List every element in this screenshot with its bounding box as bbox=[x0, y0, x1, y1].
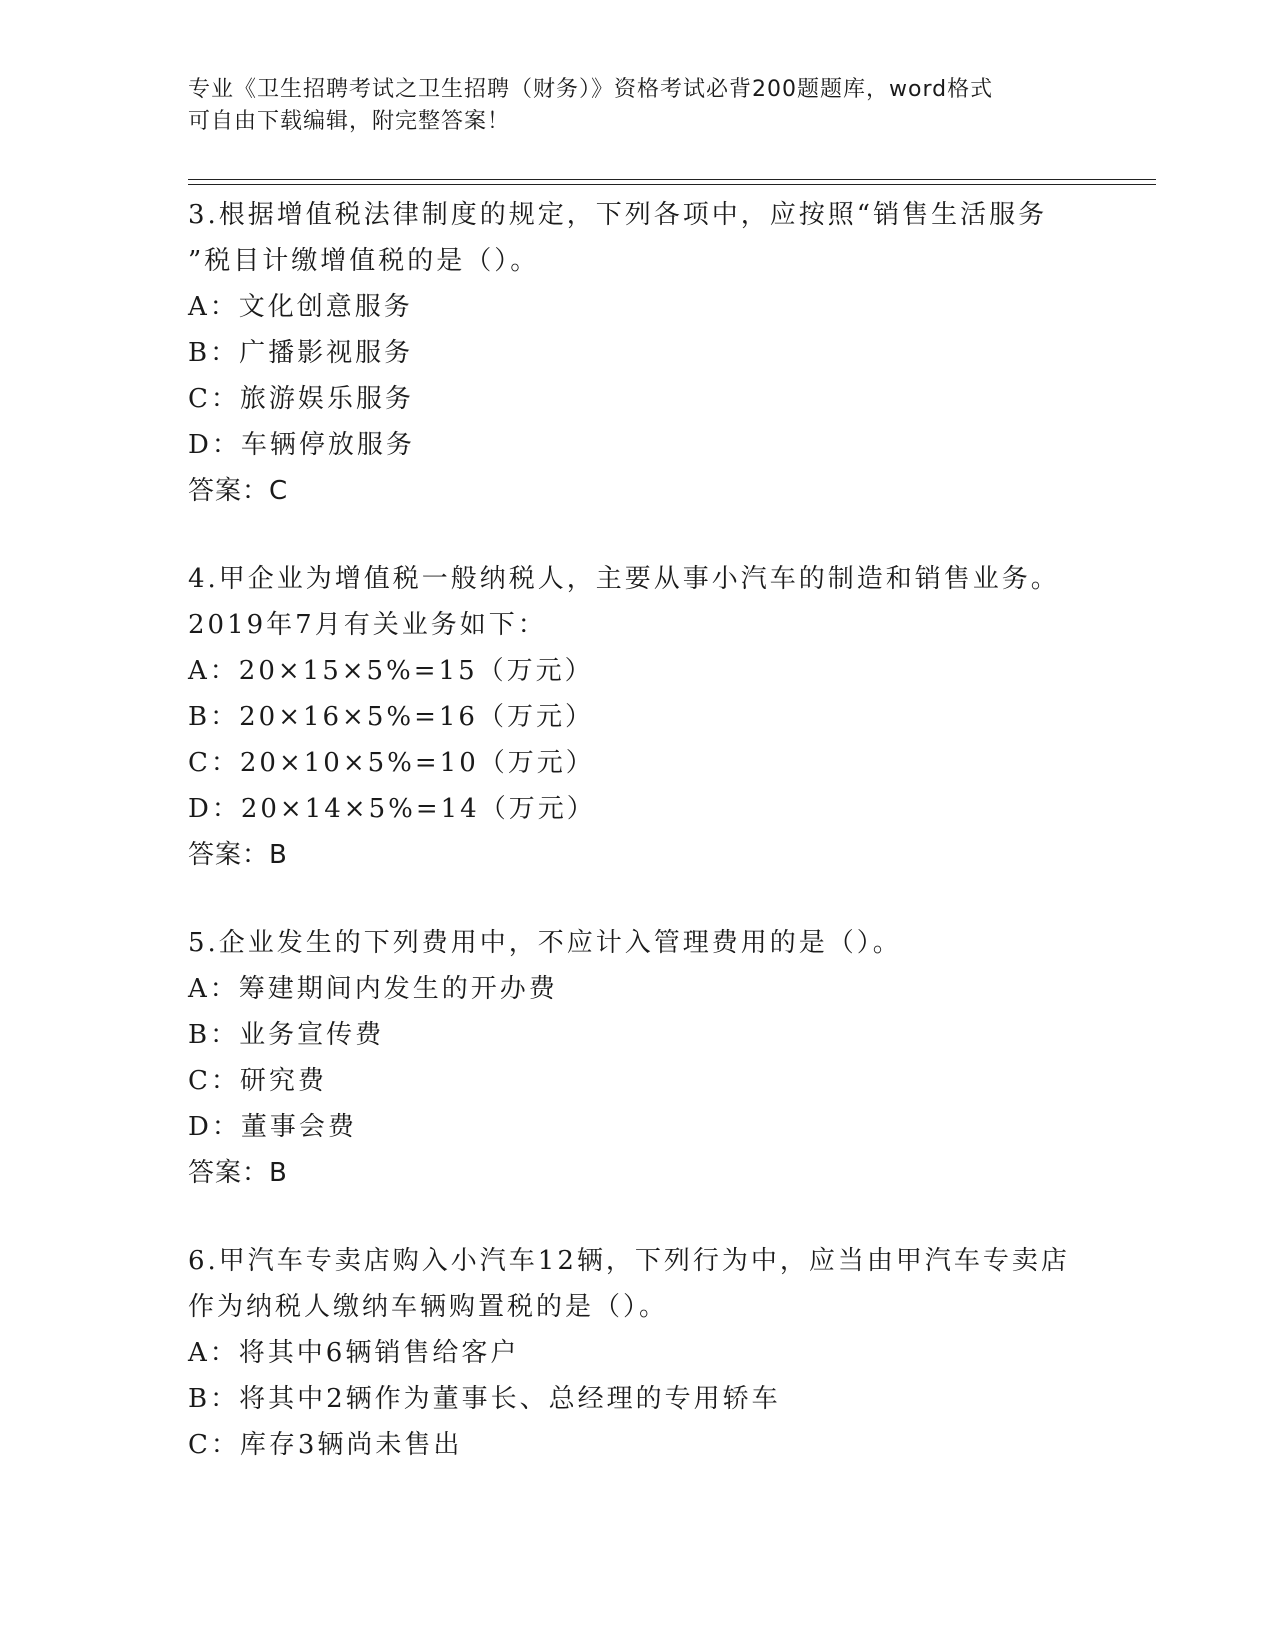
option-d: D：车辆停放服务 bbox=[188, 430, 415, 460]
question-text-line: 3.根据增值税法律制度的规定，下列各项中，应按照“销售生活服务 bbox=[188, 200, 1048, 230]
question-text-line: 作为纳税人缴纳车辆购置税的是（）。 bbox=[188, 1292, 669, 1322]
option-b: B：将其中2辆作为董事长、总经理的专用轿车 bbox=[188, 1384, 781, 1414]
option-a: A：文化创意服务 bbox=[188, 292, 413, 322]
question-text-line: 4.甲企业为增值税一般纳税人，主要从事小汽车的制造和销售业务。 bbox=[188, 564, 1060, 594]
header-divider-bottom bbox=[188, 184, 1156, 185]
answer: 答案：B bbox=[188, 1158, 288, 1188]
option-b: B：广播影视服务 bbox=[188, 338, 414, 368]
question-text-line: 5.企业发生的下列费用中，不应计入管理费用的是（）。 bbox=[188, 928, 902, 958]
option-c: C：旅游娱乐服务 bbox=[188, 384, 414, 414]
question-text bbox=[188, 192, 1088, 284]
option-d: D：20×14×5%=14（万元） bbox=[188, 794, 596, 824]
question-text bbox=[188, 920, 1088, 966]
header-line-1: 专业《卫生招聘考试之卫生招聘（财务）》资格考试必背200题题库，word格式 bbox=[188, 77, 994, 102]
question-text bbox=[188, 556, 1088, 648]
question-5 bbox=[188, 920, 1088, 1196]
question-4 bbox=[188, 556, 1088, 878]
question-text bbox=[188, 1238, 1088, 1330]
option-c: C：研究费 bbox=[188, 1066, 327, 1096]
option-a: A：将其中6辆销售给客户 bbox=[188, 1338, 520, 1368]
question-text-line: ”税目计缴增值税的是（）。 bbox=[188, 246, 540, 276]
option-a: A：筹建期间内发生的开办费 bbox=[188, 974, 558, 1004]
option-b: B：业务宣传费 bbox=[188, 1020, 385, 1050]
option-c: C：库存3辆尚未售出 bbox=[188, 1430, 463, 1460]
question-3 bbox=[188, 192, 1088, 514]
question-6 bbox=[188, 1238, 1088, 1468]
option-c: C：20×10×5%=10（万元） bbox=[188, 748, 595, 778]
header-line-2: 可自由下载编辑，附完整答案！ bbox=[188, 109, 511, 134]
question-text-line: 2019年7月有关业务如下： bbox=[188, 610, 547, 640]
header-divider-top bbox=[188, 179, 1156, 180]
document-header bbox=[188, 74, 1088, 138]
option-b: B：20×16×5%=16（万元） bbox=[188, 702, 594, 732]
option-d: D：董事会费 bbox=[188, 1112, 357, 1142]
question-text-line: 6.甲汽车专卖店购入小汽车12辆，下列行为中，应当由甲汽车专卖店 bbox=[188, 1246, 1070, 1276]
question-list bbox=[188, 192, 1088, 1510]
answer: 答案：C bbox=[188, 476, 289, 506]
option-a: A：20×15×5%=15（万元） bbox=[188, 656, 594, 686]
answer: 答案：B bbox=[188, 840, 288, 870]
